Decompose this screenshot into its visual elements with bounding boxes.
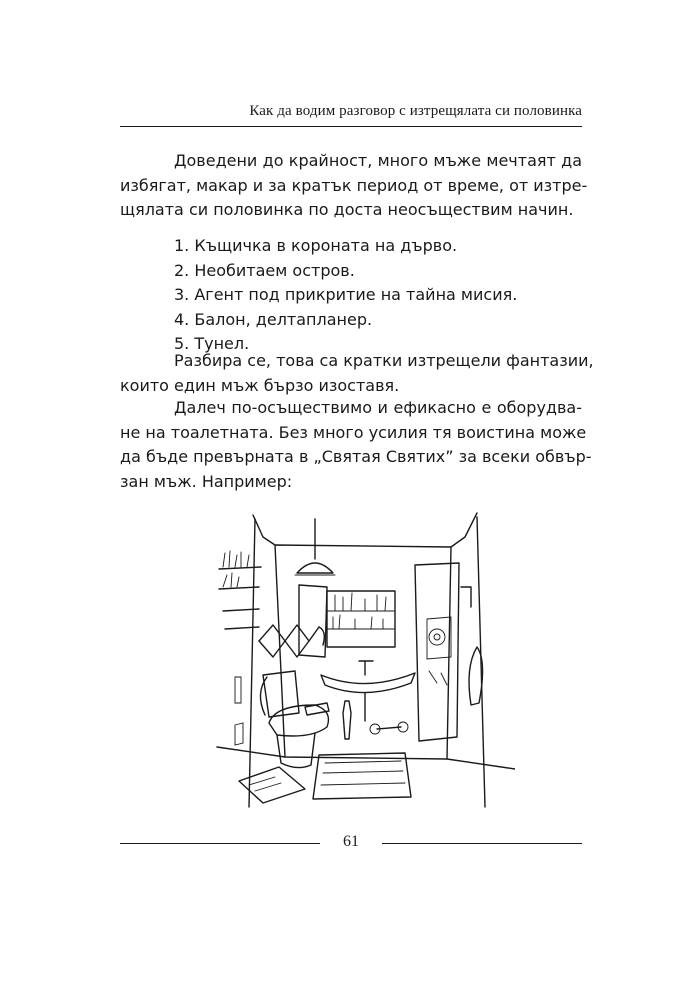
escape-list xyxy=(120,234,582,357)
page-number: 61 xyxy=(343,833,359,850)
paragraph-fantasies xyxy=(120,349,594,398)
paragraph-line: зан мъж. Например: xyxy=(120,471,293,491)
footer-rule-right xyxy=(382,843,582,844)
running-header: Как да водим разговор с изтрещялата си половинка xyxy=(249,103,582,119)
footer-rule-left xyxy=(120,843,320,844)
paragraph-line: избягат, макар и за кратък период от време, от изтре- xyxy=(120,175,588,195)
paragraph-line: Далеч по-осъществимо и ефикасно е оборудва- xyxy=(174,398,582,417)
paragraph-line: да бъде превърната в „Святая Святих” за всеки обвър- xyxy=(120,447,592,466)
paragraph-toilet xyxy=(120,396,592,494)
paragraph-line: щялата си половинка по доста неосъществим начин. xyxy=(120,200,574,219)
list-item: 2. Необитаем остров. xyxy=(174,260,355,280)
header-rule xyxy=(120,126,582,127)
paragraph-intro xyxy=(120,149,588,223)
list-item: 4. Балон, делтапланер. xyxy=(174,309,373,329)
paragraph-line: Разбира се, това са кратки изтрещели фантазии, xyxy=(174,351,594,370)
bathroom-illustration xyxy=(215,507,515,819)
list-item: 1. Къщичка в короната на дърво. xyxy=(174,236,458,255)
paragraph-line: Доведени до крайност, много мъже мечтаят да xyxy=(174,151,582,170)
list-item: 5. Тунел. xyxy=(174,334,250,353)
list-item: 3. Агент под прикритие на тайна мисия. xyxy=(174,285,518,304)
paragraph-line: не на тоалетната. Без много усилия тя воистина може xyxy=(120,422,587,442)
paragraph-line: които един мъж бързо изоставя. xyxy=(120,375,400,395)
